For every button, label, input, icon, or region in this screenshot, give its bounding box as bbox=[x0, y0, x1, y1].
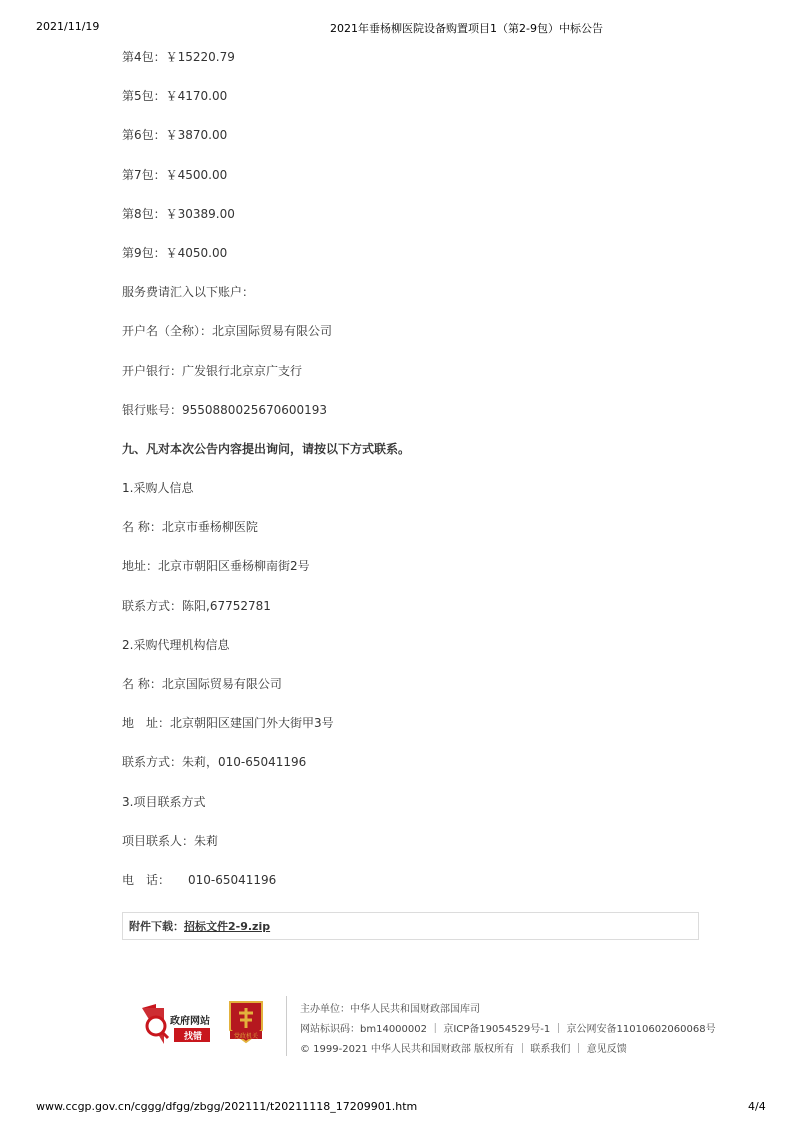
agency-name: 名 称：北京国际贸易有限公司 bbox=[122, 677, 282, 691]
purchaser-address: 地址：北京市朝阳区垂杨柳南街2号 bbox=[122, 559, 310, 574]
footer-copyright-line bbox=[300, 1040, 716, 1060]
party-gov-badge-logo[interactable] bbox=[226, 998, 266, 1044]
gov-logo-sub: 找错 bbox=[184, 1032, 203, 1042]
footer-sep-2: ｜ bbox=[573, 1044, 584, 1055]
project-contact-person: 项目联系人：朱莉 bbox=[122, 833, 219, 848]
footer-host: 主办单位：中华人民共和国财政部国库司 bbox=[300, 1004, 480, 1015]
package-8-amount: 第8包：￥30389.00 bbox=[122, 206, 235, 221]
attachment-box bbox=[122, 912, 699, 940]
project-contact-heading: 3.项目联系方式 bbox=[122, 794, 206, 809]
package-4-amount: 第4包：￥15220.79 bbox=[122, 50, 235, 64]
site-footer bbox=[140, 996, 716, 1060]
account-number: 银行账号：9550880025670600193 bbox=[122, 402, 328, 417]
footer-sep-1: ｜ bbox=[517, 1044, 528, 1055]
footer-divider bbox=[286, 996, 287, 1056]
attachment-download-link[interactable]: 招标文件2-9.zip bbox=[184, 920, 271, 933]
purchaser-contact: 联系方式：陈阳,67752781 bbox=[122, 598, 271, 613]
print-date: 2021/11/19 bbox=[36, 20, 100, 33]
purchaser-name: 名 称：北京市垂杨柳医院 bbox=[122, 520, 258, 535]
badge-icon bbox=[226, 998, 266, 1044]
purchaser-info-heading: 1.采购人信息 bbox=[122, 481, 194, 496]
package-6-amount: 第6包：￥3870.00 bbox=[122, 128, 228, 143]
agency-info-heading: 2.采购代理机构信息 bbox=[122, 637, 230, 652]
package-9-amount: 第9包：￥4050.00 bbox=[122, 245, 228, 260]
section-nine-heading: 九、凡对本次公告内容提出询问，请按以下方式联系。 bbox=[122, 441, 411, 456]
account-bank: 开户银行：广发银行北京京广支行 bbox=[122, 363, 303, 378]
agency-contact: 联系方式：朱莉，010-65041196 bbox=[122, 755, 307, 770]
feedback-link[interactable]: 意见反馈 bbox=[586, 1044, 627, 1055]
contact-us-link[interactable]: 联系我们 bbox=[530, 1044, 571, 1055]
badge-text: 党政机关 bbox=[233, 1033, 259, 1040]
project-contact-phone: 电 话： 010-65041196 bbox=[122, 872, 277, 887]
gov-logo-text: 政府网站 bbox=[170, 1016, 210, 1027]
footer-ids: 网站标识码：bm14000002 ｜ 京ICP备19054529号-1 ｜ 京公网安备11010602060068号 bbox=[300, 1024, 716, 1035]
package-7-amount: 第7包：￥4500.00 bbox=[122, 167, 228, 182]
attachment-label: 附件下载： bbox=[129, 920, 184, 933]
footer-copyright: © 1999-2021 中华人民共和国财政部 版权所有 bbox=[300, 1044, 515, 1055]
package-5-amount: 第5包：￥4170.00 bbox=[122, 89, 228, 104]
print-url: www.ccgp.gov.cn/cggg/dfgg/zbgg/202111/t20211118_17209901.htm bbox=[36, 1100, 418, 1113]
print-page-number: 4/4 bbox=[748, 1100, 766, 1113]
service-fee-note: 服务费请汇入以下账户： bbox=[122, 285, 255, 300]
agency-address: 地 址：北京朝阳区建国门外大街甲3号 bbox=[122, 716, 334, 731]
footer-info bbox=[300, 1000, 716, 1060]
account-name: 开户名（全称）：北京国际贸易有限公司 bbox=[122, 324, 333, 339]
gov-site-error-report-logo[interactable] bbox=[140, 1000, 218, 1046]
announcement-body bbox=[122, 38, 702, 900]
magnifier-icon bbox=[140, 1000, 218, 1046]
print-page-title: 2021年垂杨柳医院设备购置项目1（第2-9包）中标公告 bbox=[330, 22, 603, 35]
